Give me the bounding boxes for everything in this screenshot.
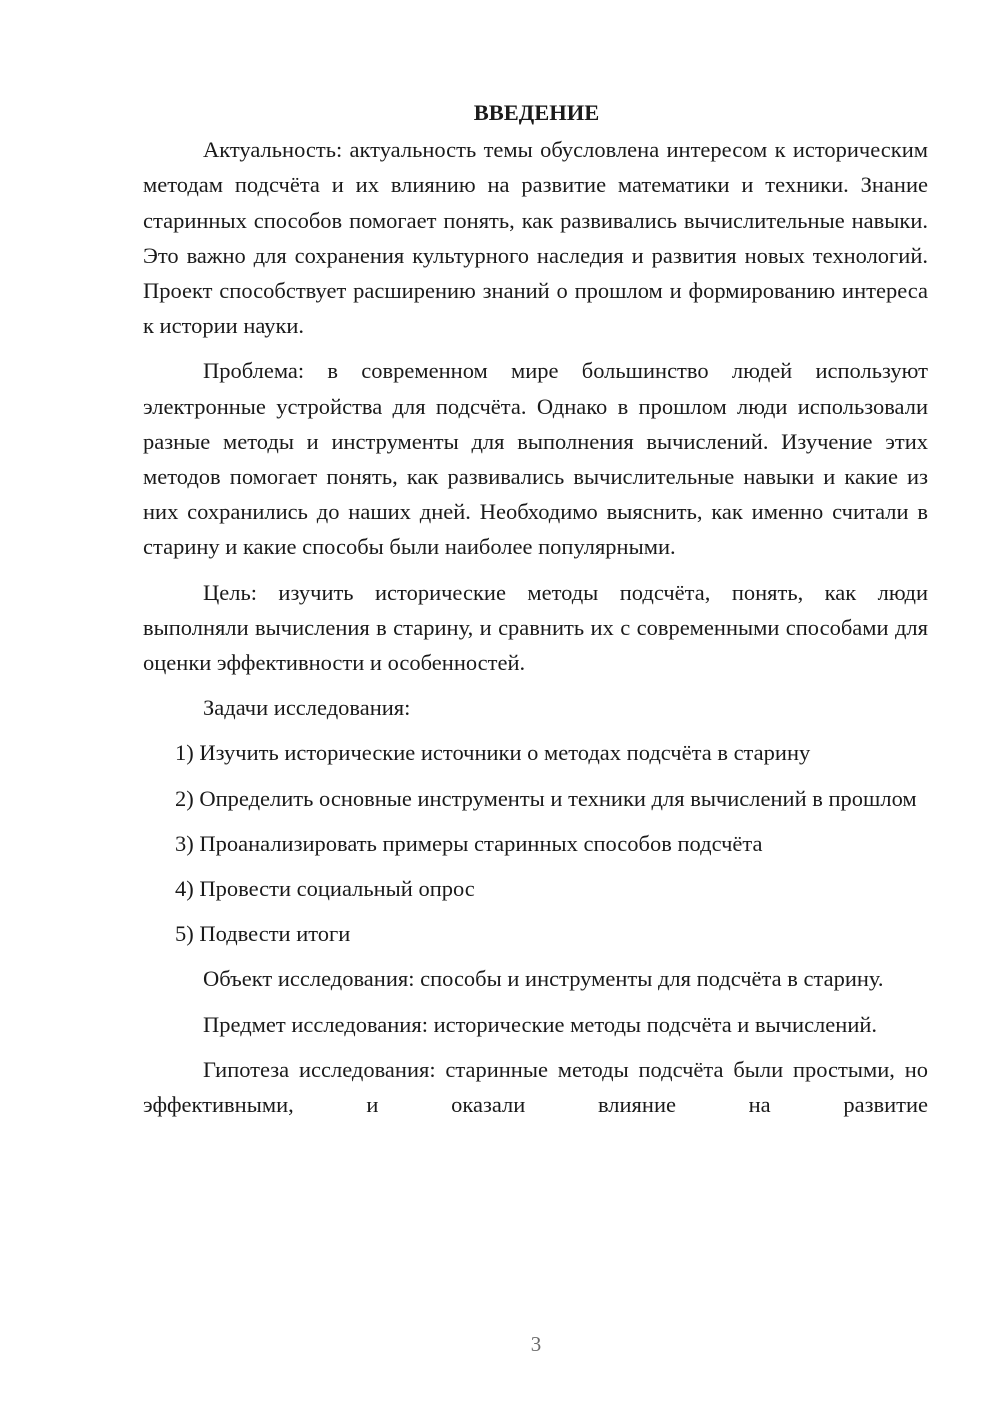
task-item-3: 3) Проанализировать примеры старинных способов подсчёта [175,830,763,856]
hypothesis-paragraph: Гипотеза исследования: старинные методы подсчёта были простыми, но эффективными, и оказали влияние на развитие [143,1056,928,1118]
tasks-heading: Задачи исследования: [203,695,411,721]
page-number: 3 [530,1332,542,1356]
object-paragraph: Объект исследования: способы и инструменты для подсчёта в старину. [203,966,884,992]
task-item-5: 5) Подвести итоги [175,921,351,947]
task-item-1: 1) Изучить исторические источники о методах подсчёта в старину [175,740,811,766]
goal-paragraph: Цель: изучить исторические методы подсчёта, понять, как люди выполняли вычисления в старину, и сравнить их с современными способами для оценки эффективности и особенностей. [143,579,928,676]
page-content [143,95,928,1132]
task-item-4: 4) Провести социальный опрос [175,876,475,902]
task-item-2: 2) Определить основные инструменты и техники для вычислений в прошлом [175,785,917,811]
section-title: ВВЕДЕНИЕ [473,100,600,125]
relevance-paragraph: Актуальность: актуальность темы обусловлена интересом к историческим методам подсчёта и их влиянию на развитие математики и техники. Знание старинных способов помогает понять, как развивались вычислительные навыки. Это важно для сохранения культурного наследия и развития новых технологий. Проект способствует расширению знаний о прошлом и формированию интереса к истории науки. [143,137,928,339]
problem-paragraph: Проблема: в современном мире большинство людей используют электронные устройства для подсчёта. Однако в прошлом люди использовали разные методы и инструменты для выполнения вычислений. Изучение этих методов помогает понять, как развивались вычислительные навыки и какие из них сохранились до наших дней. Необходимо выяснить, как именно считали в старину и какие способы были наиболее популярными. [143,358,928,560]
subject-paragraph: Предмет исследования: исторические методы подсчёта и вычислений. [203,1011,878,1037]
